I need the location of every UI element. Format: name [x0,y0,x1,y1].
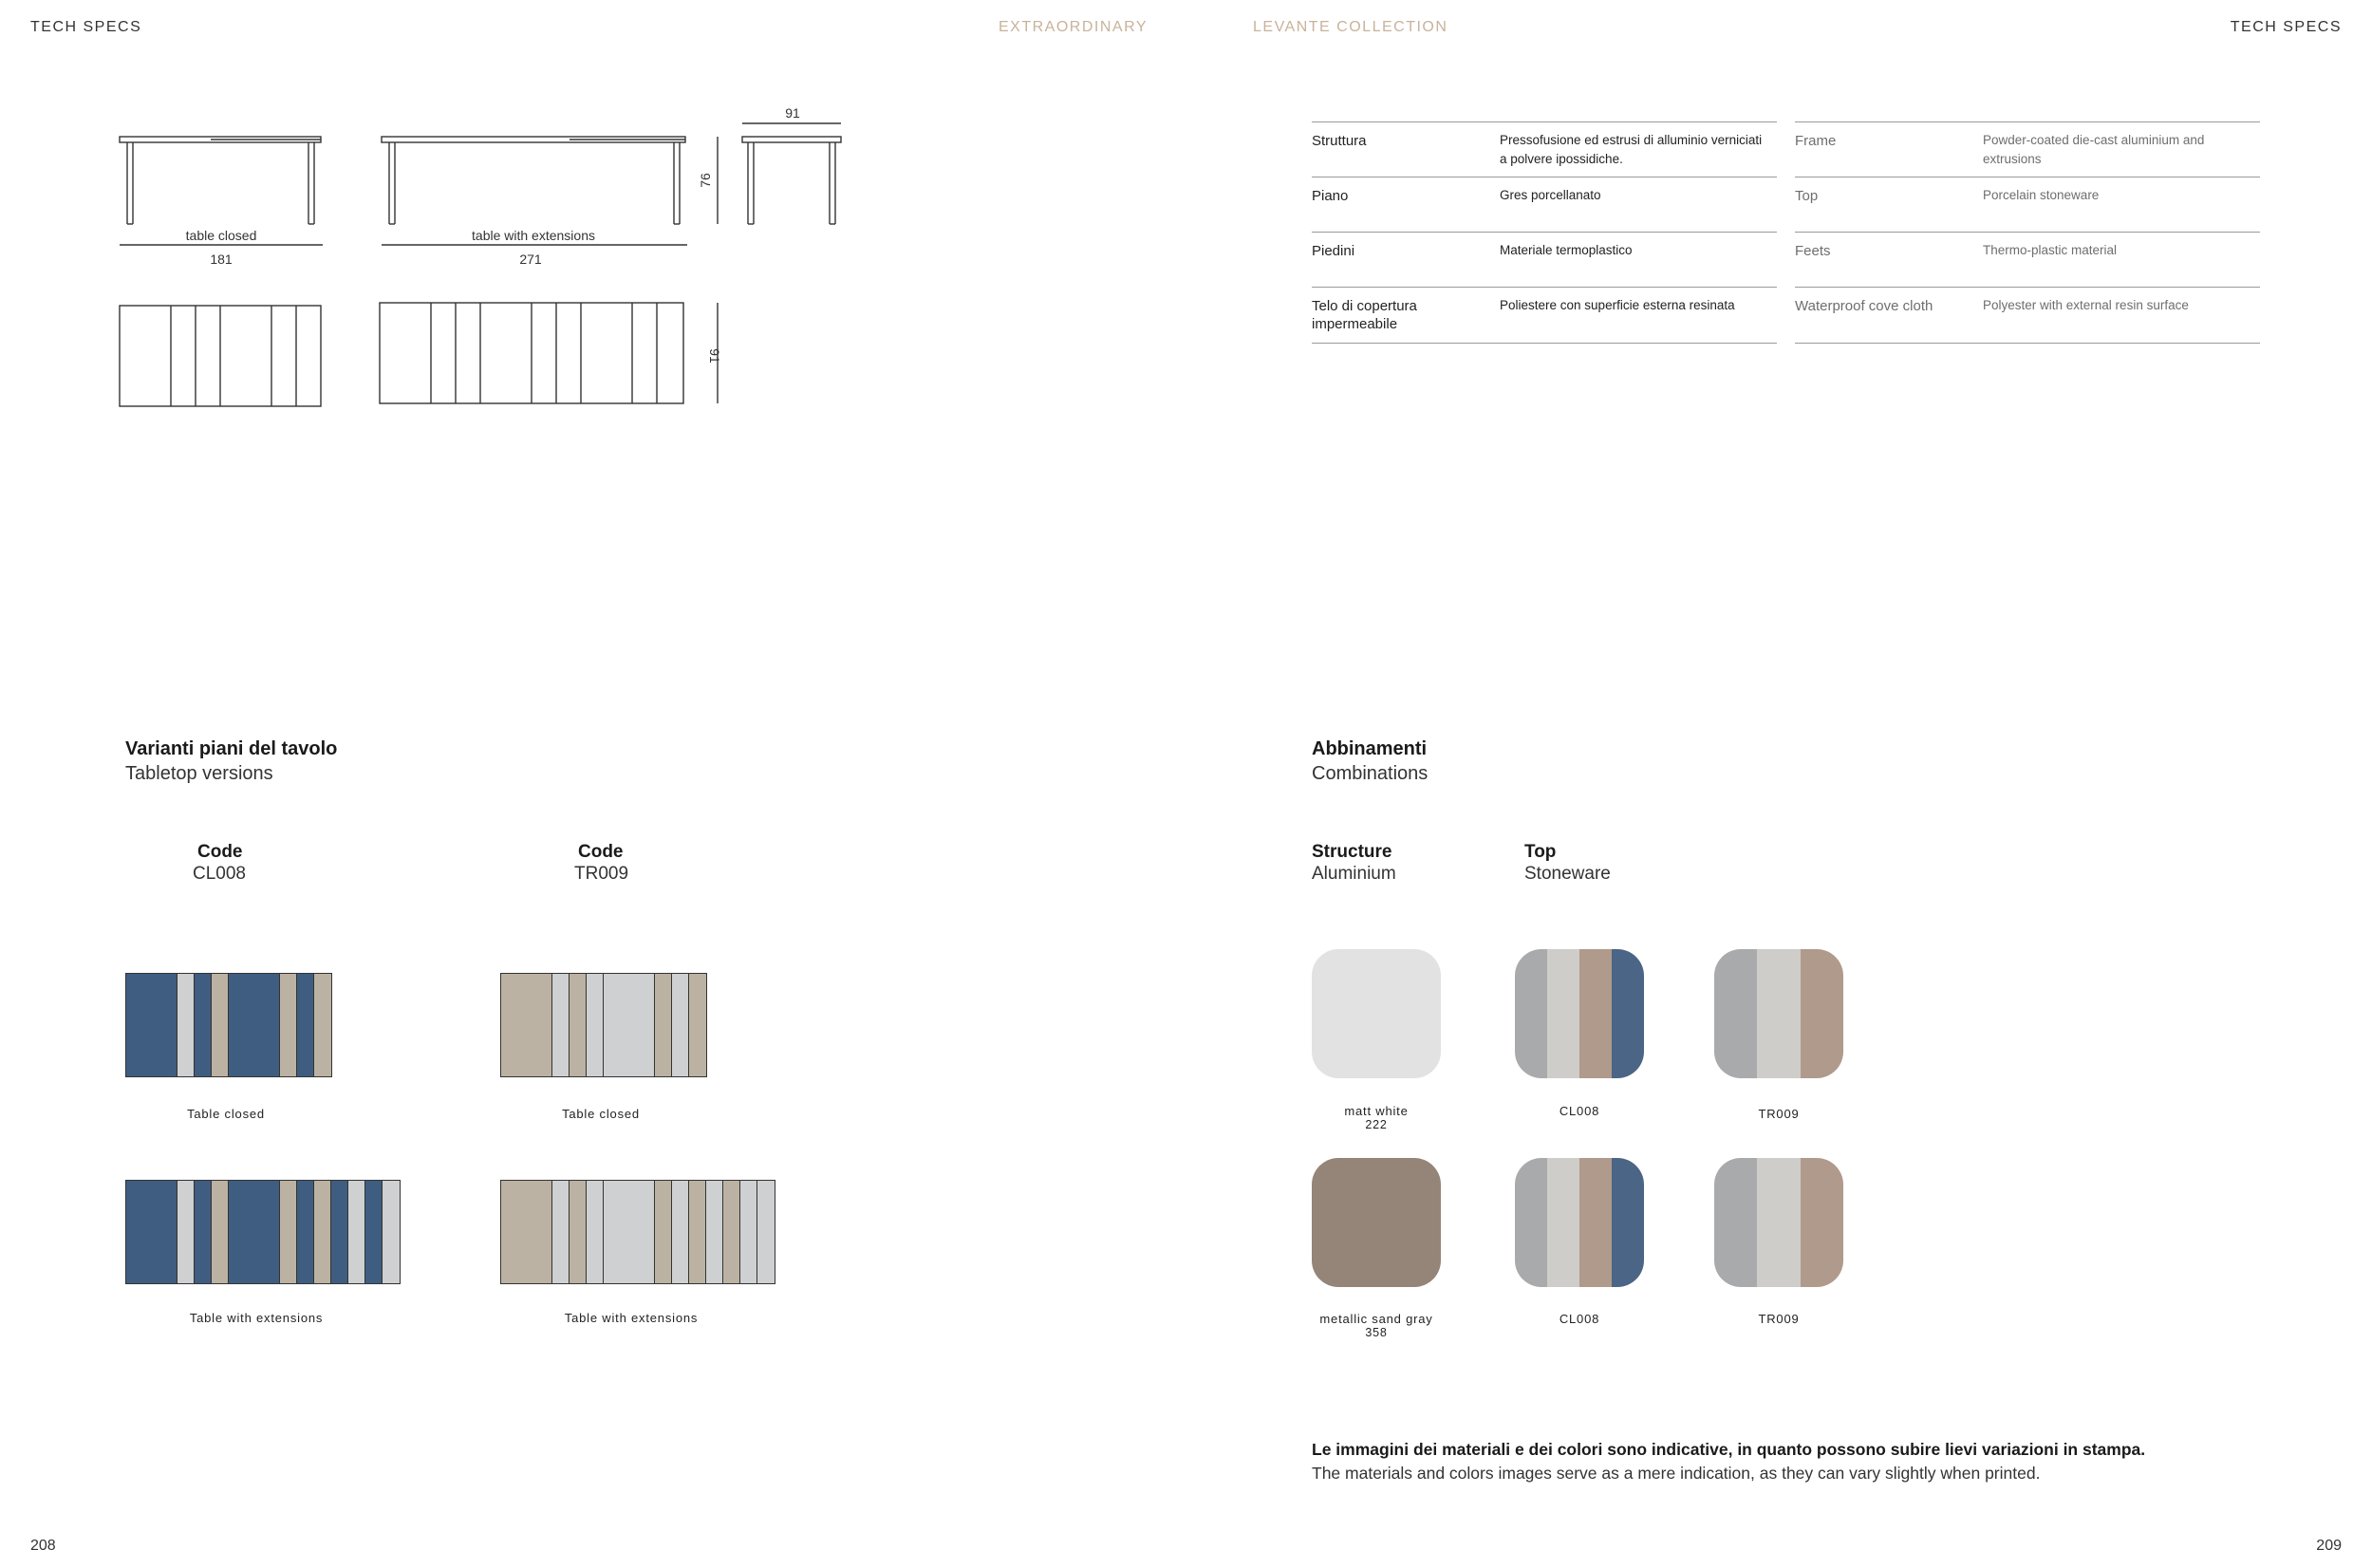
spec-row [1312,121,1777,177]
closed-table-plan [120,306,321,406]
spec-key: Piano [1312,188,1349,204]
closed-table-label: table closed [185,228,257,243]
header-collection: LEVANTE COLLECTION [1253,19,1448,35]
cl008-sample [1515,1158,1644,1287]
tabletop-title: Varianti piani del tavolo [125,738,338,759]
matt-white-sample [1312,949,1441,1078]
spec-value: Porcelain stoneware [1983,188,2100,202]
tr009-extended-swatch [500,1180,775,1284]
code-value-2: TR009 [574,864,629,884]
header-brand: EXTRAORDINARY [999,19,1149,35]
plan-depth-dimension: 91 [707,348,722,364]
extended-width-dimension: 271 [519,252,542,267]
tr009-closed-swatch [500,973,707,1077]
metallic-sand-gray-caption [1293,1312,1460,1339]
spec-value: Poliestere con superficie esterna resinata [1500,298,1735,312]
spec-row [1795,232,2260,287]
tr009-sample [1714,949,1843,1078]
tabletop-subtitle: Tabletop versions [125,763,273,784]
height-dimension: 76 [698,173,713,188]
spec-key: Piedini [1312,243,1355,259]
cl008-closed-caption: Table closed [187,1107,265,1121]
tr009-closed-caption: Table closed [562,1107,640,1121]
code-heading-2: Code [578,842,624,862]
matt-white-label: matt white [1344,1104,1409,1118]
code-value-1: CL008 [193,864,246,884]
combinations-title: Abbinamenti [1312,738,1428,759]
metallic-sand-gray-label: metallic sand gray [1319,1312,1433,1326]
tr009-extended-caption: Table with extensions [564,1311,699,1325]
spec-key: Frame [1795,133,1837,149]
cl008-caption: CL008 [1559,1312,1600,1326]
spec-value: Polyester with external resin surface [1983,298,2189,312]
spec-row [1795,121,2260,177]
metallic-sand-gray-code: 358 [1365,1326,1388,1339]
top-heading: Top [1524,842,1557,862]
code-heading-1: Code [197,842,243,862]
spec-key: Waterproof cove cloth [1795,298,1933,314]
matt-white-code: 222 [1365,1118,1388,1131]
page-number-left: 208 [30,1538,56,1554]
spec-key: Top [1795,188,1819,204]
spec-row [1312,287,1777,344]
header-left: TECH SPECS [30,19,142,35]
spec-row [1312,177,1777,232]
disclaimer-it: Le immagini dei materiali e dei colori sono indicative, in quanto possono subire lievi variazioni in stampa. [1312,1440,2146,1459]
spec-value: Gres porcellanato [1500,188,1601,202]
metallic-sand-gray-sample [1312,1158,1441,1287]
cl008-closed-swatch [125,973,332,1077]
spec-key: Telo di copertura impermeabile [1312,298,1417,332]
structure-value: Aluminium [1312,864,1396,884]
cl008-extended-caption: Table with extensions [189,1311,324,1325]
extended-table-plan [380,303,683,403]
combinations-subtitle: Combinations [1312,763,1429,784]
structure-heading: Structure [1312,842,1392,862]
spec-value: Thermo-plastic material [1983,243,2118,257]
technical-drawings [95,95,873,418]
spec-key: Struttura [1312,133,1367,149]
spec-value: Pressofusione ed estrusi di alluminio verniciati a polvere ipossidiche. [1500,133,1763,166]
spec-value: Materiale termoplastico [1500,243,1633,257]
extended-table-label: table with extensions [472,228,595,243]
side-depth-dimension: 91 [785,105,800,121]
side-elevation [742,123,841,224]
tr009-caption: TR009 [1758,1107,1800,1121]
spec-row [1795,287,2260,344]
closed-width-dimension: 181 [210,252,233,267]
spec-value: Powder-coated die-cast aluminium and extrusions [1983,133,2205,166]
spec-row [1312,232,1777,287]
top-value: Stoneware [1524,864,1611,884]
cl008-extended-swatch [125,1180,401,1284]
spec-row [1795,177,2260,232]
tr009-caption: TR009 [1758,1312,1800,1326]
cl008-caption: CL008 [1559,1104,1600,1118]
header-right: TECH SPECS [2230,19,2342,35]
page-number-right: 209 [2316,1538,2342,1554]
matt-white-caption [1312,1104,1441,1131]
tr009-sample [1714,1158,1843,1287]
spec-key: Feets [1795,243,1831,259]
cl008-sample [1515,949,1644,1078]
disclaimer-en: The materials and colors images serve as a mere indication, as they can vary slightly when printed. [1312,1464,2041,1483]
